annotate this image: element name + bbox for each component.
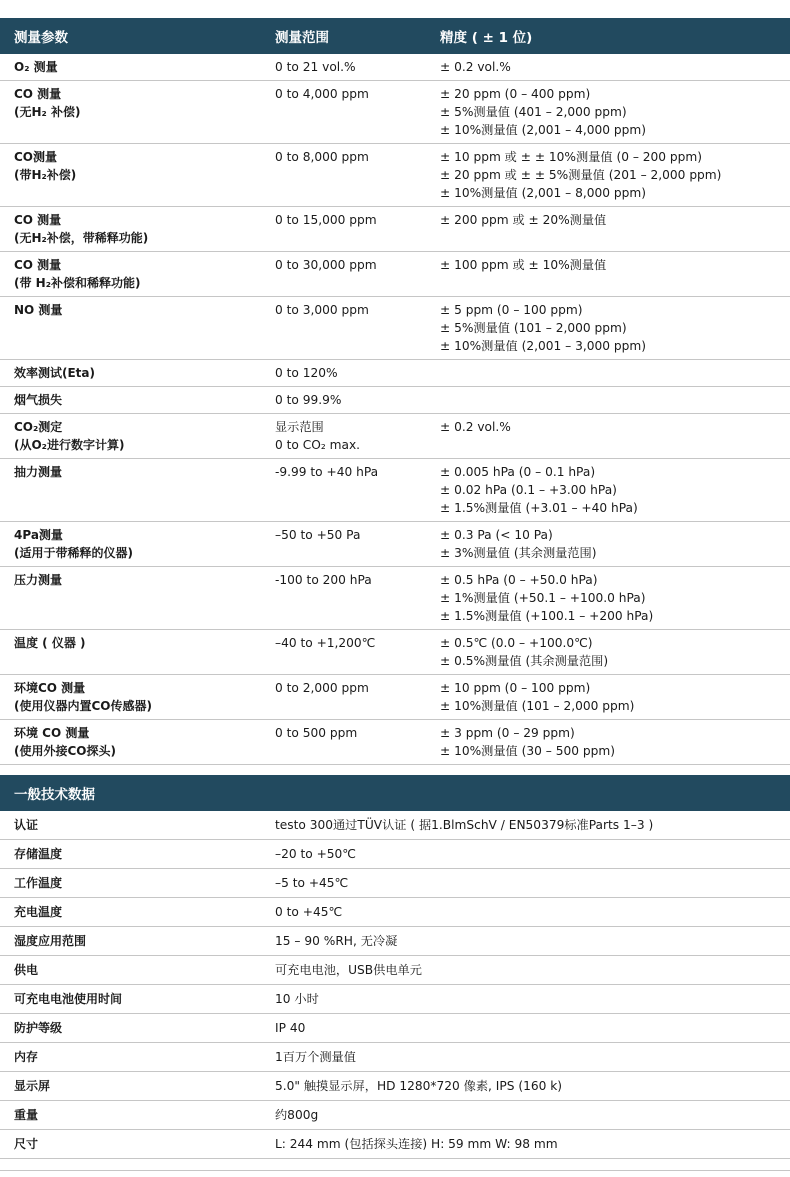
parameter-cell: 效率测试(Eta) <box>0 360 267 387</box>
general-label-cell: 认证 <box>0 811 267 840</box>
accuracy-cell: ± 3 ppm (0 – 29 ppm) ± 10%测量值 (30 – 500 ppm) <box>432 720 790 765</box>
parameter-cell: CO 测量 (无H₂ 补偿) <box>0 81 267 144</box>
general-row <box>0 927 790 956</box>
general-value-cell: –20 to +50℃ <box>267 840 790 869</box>
accuracy-cell: ± 0.5℃ (0.0 – +100.0℃) ± 0.5%测量值 (其余测量范围) <box>432 630 790 675</box>
parameter-cell: 温度 ( 仪器 ) <box>0 630 267 675</box>
range-cell: 0 to 500 ppm <box>267 720 432 765</box>
accuracy-cell <box>432 387 790 414</box>
measurement-row <box>0 144 790 207</box>
general-row <box>0 1043 790 1072</box>
range-cell: –50 to +50 Pa <box>267 522 432 567</box>
measurement-row <box>0 360 790 387</box>
parameter-cell: 抽力测量 <box>0 459 267 522</box>
general-row <box>0 1072 790 1101</box>
general-row <box>0 840 790 869</box>
general-section-title: 一般技术数据 <box>0 775 790 811</box>
measurement-row <box>0 675 790 720</box>
range-cell: 0 to 2,000 ppm <box>267 675 432 720</box>
measurement-row <box>0 252 790 297</box>
general-value-cell: 5.0" 触摸显示屏，HD 1280*720 像素, IPS (160 k) <box>267 1072 790 1101</box>
accuracy-cell: ± 100 ppm 或 ± 10%测量值 <box>432 252 790 297</box>
general-label-cell: 显示屏 <box>0 1072 267 1101</box>
general-value-cell: L: 244 mm (包括探头连接) H: 59 mm W: 98 mm <box>267 1130 790 1159</box>
general-value-cell: 15 – 90 %RH, 无冷凝 <box>267 927 790 956</box>
general-row <box>0 985 790 1014</box>
range-cell: –40 to +1,200℃ <box>267 630 432 675</box>
parameter-cell: CO 测量 (带 H₂补偿和稀释功能) <box>0 252 267 297</box>
bottom-divider <box>0 1170 790 1171</box>
parameter-cell: CO₂测定 (从O₂进行数字计算) <box>0 414 267 459</box>
accuracy-cell: ± 10 ppm 或 ± ± 10%测量值 (0 – 200 ppm) ± 20 ppm 或 ± ± 5%测量值 (201 – 2,000 ppm) ± 10%测量值 (2,001 – 8,000 ppm) <box>432 144 790 207</box>
parameter-cell: 环境CO 测量 (使用仪器内置CO传感器) <box>0 675 267 720</box>
range-cell: 0 to 15,000 ppm <box>267 207 432 252</box>
general-row <box>0 898 790 927</box>
measurement-row <box>0 459 790 522</box>
range-cell: 0 to 99.9% <box>267 387 432 414</box>
measurement-spec-table <box>0 18 790 765</box>
range-cell: 0 to 4,000 ppm <box>267 81 432 144</box>
measurement-row <box>0 522 790 567</box>
range-cell: 0 to 3,000 ppm <box>267 297 432 360</box>
accuracy-cell: ± 20 ppm (0 – 400 ppm) ± 5%测量值 (401 – 2,000 ppm) ± 10%测量值 (2,001 – 4,000 ppm) <box>432 81 790 144</box>
general-value-cell: –5 to +45℃ <box>267 869 790 898</box>
general-value-cell: 可充电电池，USB供电单元 <box>267 956 790 985</box>
general-label-cell: 可充电电池使用时间 <box>0 985 267 1014</box>
measurement-row <box>0 720 790 765</box>
general-label-cell: 存储温度 <box>0 840 267 869</box>
range-cell: -100 to 200 hPa <box>267 567 432 630</box>
header-accuracy: 精度 ( ± 1 位) <box>432 18 790 54</box>
general-row <box>0 1101 790 1130</box>
range-cell: 0 to 21 vol.% <box>267 54 432 81</box>
general-label-cell: 湿度应用范围 <box>0 927 267 956</box>
general-label-cell: 内存 <box>0 1043 267 1072</box>
parameter-cell: CO测量 (带H₂补偿) <box>0 144 267 207</box>
general-row <box>0 811 790 840</box>
parameter-cell: 4Pa测量 (适用于带稀释的仪器) <box>0 522 267 567</box>
measurement-row <box>0 387 790 414</box>
general-label-cell: 重量 <box>0 1101 267 1130</box>
accuracy-cell: ± 200 ppm 或 ± 20%测量值 <box>432 207 790 252</box>
parameter-cell: 烟气损失 <box>0 387 267 414</box>
measurement-header-row <box>0 18 790 54</box>
accuracy-cell: ± 0.5 hPa (0 – +50.0 hPa) ± 1%测量值 (+50.1 – +100.0 hPa) ± 1.5%测量值 (+100.1 – +200 hPa) <box>432 567 790 630</box>
general-value-cell: 1百万个测量值 <box>267 1043 790 1072</box>
header-range: 测量范围 <box>267 18 432 54</box>
range-cell: 0 to 30,000 ppm <box>267 252 432 297</box>
accuracy-cell: ± 5 ppm (0 – 100 ppm) ± 5%测量值 (101 – 2,000 ppm) ± 10%测量值 (2,001 – 3,000 ppm) <box>432 297 790 360</box>
accuracy-cell: ± 0.2 vol.% <box>432 54 790 81</box>
general-value-cell: IP 40 <box>267 1014 790 1043</box>
general-header-row <box>0 775 790 811</box>
measurement-row <box>0 297 790 360</box>
general-value-cell: 10 小时 <box>267 985 790 1014</box>
accuracy-cell <box>432 360 790 387</box>
range-cell: 0 to 8,000 ppm <box>267 144 432 207</box>
measurement-row <box>0 207 790 252</box>
header-parameter: 测量参数 <box>0 18 267 54</box>
general-label-cell: 防护等级 <box>0 1014 267 1043</box>
accuracy-cell: ± 0.005 hPa (0 – 0.1 hPa) ± 0.02 hPa (0.1 – +3.00 hPa) ± 1.5%测量值 (+3.01 – +40 hPa) <box>432 459 790 522</box>
parameter-cell: CO 测量 (无H₂补偿，带稀释功能) <box>0 207 267 252</box>
general-label-cell: 工作温度 <box>0 869 267 898</box>
general-row <box>0 869 790 898</box>
general-row <box>0 956 790 985</box>
measurement-row <box>0 567 790 630</box>
general-label-cell: 充电温度 <box>0 898 267 927</box>
range-cell: 0 to 120% <box>267 360 432 387</box>
accuracy-cell: ± 0.2 vol.% <box>432 414 790 459</box>
general-spec-table <box>0 775 790 1159</box>
range-cell: -9.99 to +40 hPa <box>267 459 432 522</box>
parameter-cell: 压力测量 <box>0 567 267 630</box>
general-value-cell: testo 300通过TÜV认证 ( 据1.BlmSchV / EN50379标准Parts 1–3 ) <box>267 811 790 840</box>
accuracy-cell: ± 10 ppm (0 – 100 ppm) ± 10%测量值 (101 – 2,000 ppm) <box>432 675 790 720</box>
parameter-cell: O₂ 测量 <box>0 54 267 81</box>
measurement-row <box>0 54 790 81</box>
range-cell: 显示范围 0 to CO₂ max. <box>267 414 432 459</box>
general-value-cell: 0 to +45℃ <box>267 898 790 927</box>
general-label-cell: 尺寸 <box>0 1130 267 1159</box>
general-label-cell: 供电 <box>0 956 267 985</box>
accuracy-cell: ± 0.3 Pa (< 10 Pa) ± 3%测量值 (其余测量范围) <box>432 522 790 567</box>
parameter-cell: NO 测量 <box>0 297 267 360</box>
measurement-row <box>0 630 790 675</box>
general-value-cell: 约800g <box>267 1101 790 1130</box>
measurement-row <box>0 81 790 144</box>
general-row <box>0 1014 790 1043</box>
general-row <box>0 1130 790 1159</box>
measurement-row <box>0 414 790 459</box>
parameter-cell: 环境 CO 测量 (使用外接CO探头) <box>0 720 267 765</box>
